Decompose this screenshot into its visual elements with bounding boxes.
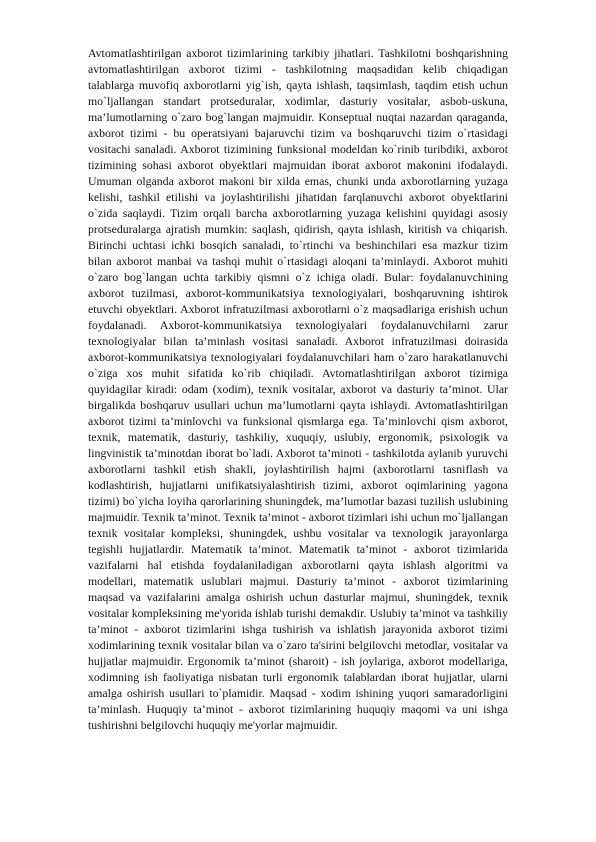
body-paragraph: Avtomatlashtirilgan axborot tizimlarining tarkibiy jihatlari. Tashkilotni boshqarishning avtomatlashtirilgan axborot tizimi - tashkilotning maqsadidan kelib chiqadigan talablarga muvofiq axborotlarni yig`ish, qayta ishlash, taqsimlash, taqdim etish uchun mo`ljallangan standart protseduralar, xodimlar, dasturiy vositalar, asbob-uskuna, ma’lumotlarning o`zaro bog`langan majmuidir. Konseptual nuqtai nazardan qaraganda, axborot tizimi - bu operatsiyani bajaruvchi tizim va boshqaruvchi tizim o`rtasidagi vositachi sanaladi. Axborot tizimining funksional modeldan ko`rinib turibdiki, axborot tizimining sohasi axborot obyektlari majmuidan iborat axborot makonini ifodalaydi. Umuman olganda axborot makoni bir xilda emas, chunki unda axborotlarning yuzaga kelishi, tashkil etilishi va joylashtirilishi jihatidan farqlanuvchi axborot obyektlarini o`zida saqlaydi. Tizim orqali barcha axborotlarning yuzaga kelishini quyidagi asosiy protseduralarga ajratish mumkin: saqlash, qidirish, qayta ishlash, kiritish va chiqarish. Birinchi uchtasi ichki bosqich sanaladi, to`rtinchi va beshinchilari esa mazkur tizim bilan axborot manbai va tashqi muhit o`rtasidagi aloqani ta’minlaydi. Axborot muhiti o`zaro bog`langan uchta tarkibiy qismni o`z ichiga oladi. Bular: foydalanuvchining axborot tuzilmasi, axborot-kommunikatsiya texnologiyalari, boshqaruvning ishtirok etuvchi obyektlari. Axborot infratuzilmasi axborotlarni o`z maqsadlariga erishish uchun foydalanadi. Axborot-kommunikatsiya texnologiyalari foydalanuvchilarni zarur texnologiyalar bilan ta’minlash vositasi sanaladi. Axborot infratuzilmasi doirasida axborot-kommunikatsiya texnologiyalari foydalanuvchilari ham o`zaro harakatlanuvchi o`ziga xos muhit sifatida ko`rib chiqiladi. Avtomatlashtirilgan axborot tizimiga quyidagilar kiradi: odam (xodim), texnik vositalar, axborot va dasturiy ta’minot. Ular birgalikda boshqaruv usullari uchun ma’lumotlarni qayta ishlaydi. Avtomatlashtirilgan axborot tizimi ta’minlovchi va funksional qismlarga ega. Ta’minlovchi qism axborot, texnik, matematik, dasturiy, tashkiliy, xuquqiy, uslubiy, ergonomik, psixologik va lingvinistik ta’minotdan iborat bo`ladi. Axborot ta’minoti - tashkilotda aylanib yuruvchi axborotlarni tashkil etish shakli, joylashtirilish hajmi (axborotlarni tasniflash va kodlashtirish, hujjatlarni unifikatsiyalashtirish tizimi, axborot oqimlarining yagona tizimi) bo`yicha loyiha qarorlarining shuningdek, ma’lumotlar bazasi tuzilish uslubining majmuidir. Texnik ta’minot. Texnik ta’minot - axborot tizimlari ishi uchun mo`ljallangan texnik vositalar kompleksi, shuningdek, ushbu vositalar va texnologik jarayonlarga tegishli hujjatlardir. Matematik ta’minot. Matematik ta’minot - axborot tizimlarida vazifalarni hal etishda foydalaniladigan axborotlarni qayta ishlash algoritmi va modellari, matematik uslublari majmui. Dasturiy ta’minot - axborot tizimlarining maqsad va vazifalarini amalga oshirish uchun dasturlar majmui, shuningdek, texnik vositalar kompleksining me'yorida ishlab turishi demakdir. Uslubiy ta’minot va tashkiliy ta’minot - axborot tizimlarini ishga tushirish va ishlatish jarayonida axborot tizimi xodimlarining texnik vositalar bilan va o`zaro ta'sirini belgilovchi metodlar, vositalar va hujjatlar majmuidir. Ergonomik ta’minot (sharoit) - ish joylariga, axborot modellariga, xodimning ish faoliyatiga nisbatan turli ergonomik talablardan iborat hujjatlar, ularni amalga oshirish usullari to`plamidir. Maqsad - xodim ishining yuqori samaradorligini ta’minlash. Huquqiy ta’minot - axborot tizimlarining huquqiy maqomi va uni ishga tushirishni belgilovchi huquqiy me'yorlar majmuidir. xyxy=(88,46,508,732)
